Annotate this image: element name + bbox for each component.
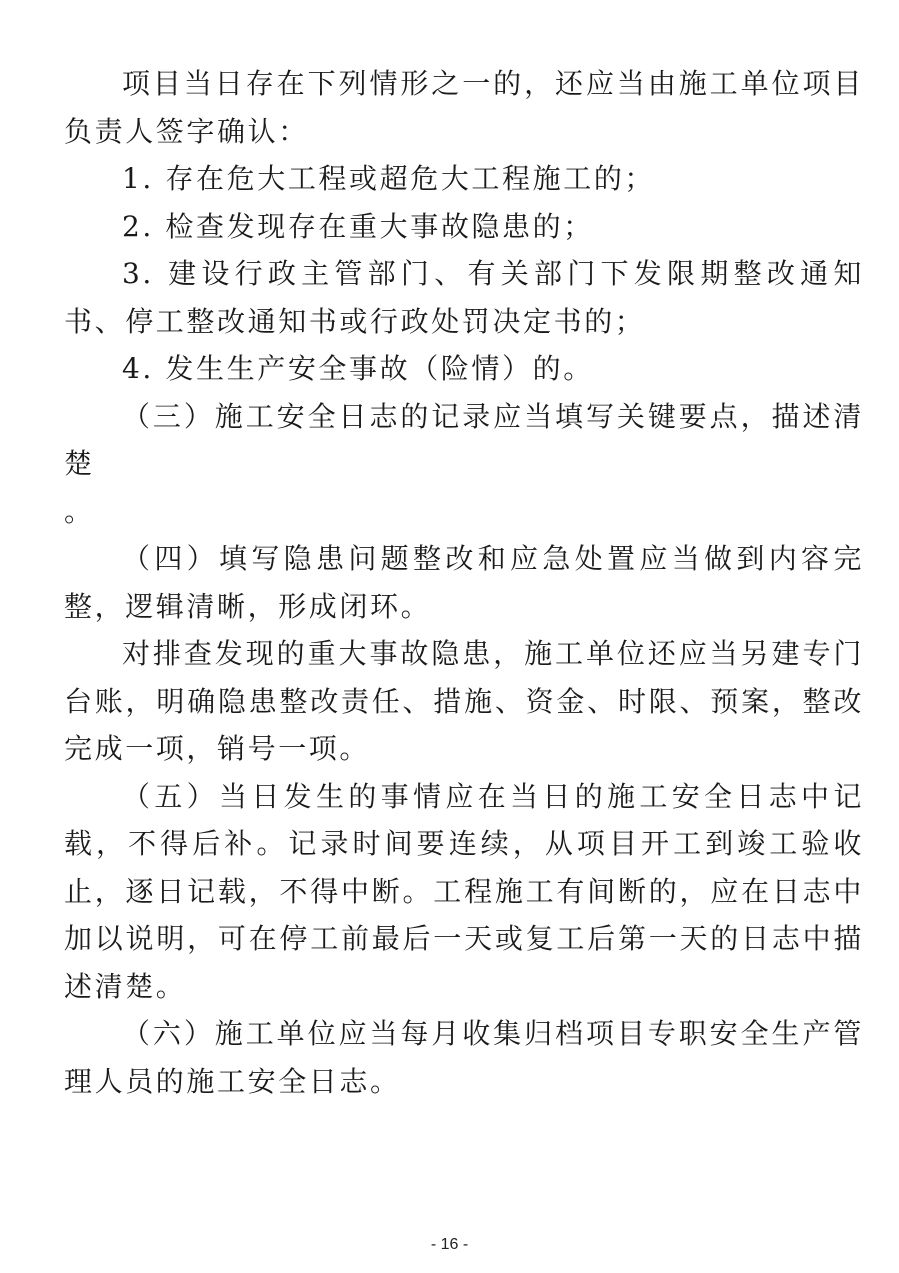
section-3: （三）施工安全日志的记录应当填写关键要点，描述清楚 [64, 399, 864, 480]
section-3-period: 。 [64, 494, 95, 528]
list-item-2: 2. 检查发现存在重大事故隐患的； [122, 209, 594, 243]
document-body [64, 60, 864, 1105]
section-4: （四）填写隐患问题整改和应急处置应当做到内容完整，逻辑清晰，形成闭环。 [64, 542, 864, 623]
section-5: （五）当日发生的事情应在当日的施工安全日志中记载，不得后补。记录时间要连续，从项目开工到竣工验收止，逐日记载，不得中断。工程施工有间断的，应在日志中加以说明，可在停工前最后一天或复工后第一天的日志中描述清楚。 [64, 779, 864, 1003]
page-number: - 16 - [430, 1236, 469, 1253]
list-item-4: 4. 发生生产安全事故（险情）的。 [122, 352, 594, 385]
paragraph-hazard-ledger: 对排查发现的重大事故隐患，施工单位还应当另建专门台账，明确隐患整改责任、措施、资金、时限、预案，整改完成一项，销号一项。 [64, 637, 864, 765]
list-item-1: 1. 存在危大工程或超危大工程施工的； [122, 162, 656, 195]
list-item-3: 3. 建设行政主管部门、有关部门下发限期整改通知书、停工整改通知书或行政处罚决定书的； [64, 257, 864, 338]
section-6: （六）施工单位应当每月收集归档项目专职安全生产管理人员的施工安全日志。 [64, 1017, 864, 1098]
paragraph-intro: 项目当日存在下列情形之一的，还应当由施工单位项目负责人签字确认： [64, 67, 864, 148]
